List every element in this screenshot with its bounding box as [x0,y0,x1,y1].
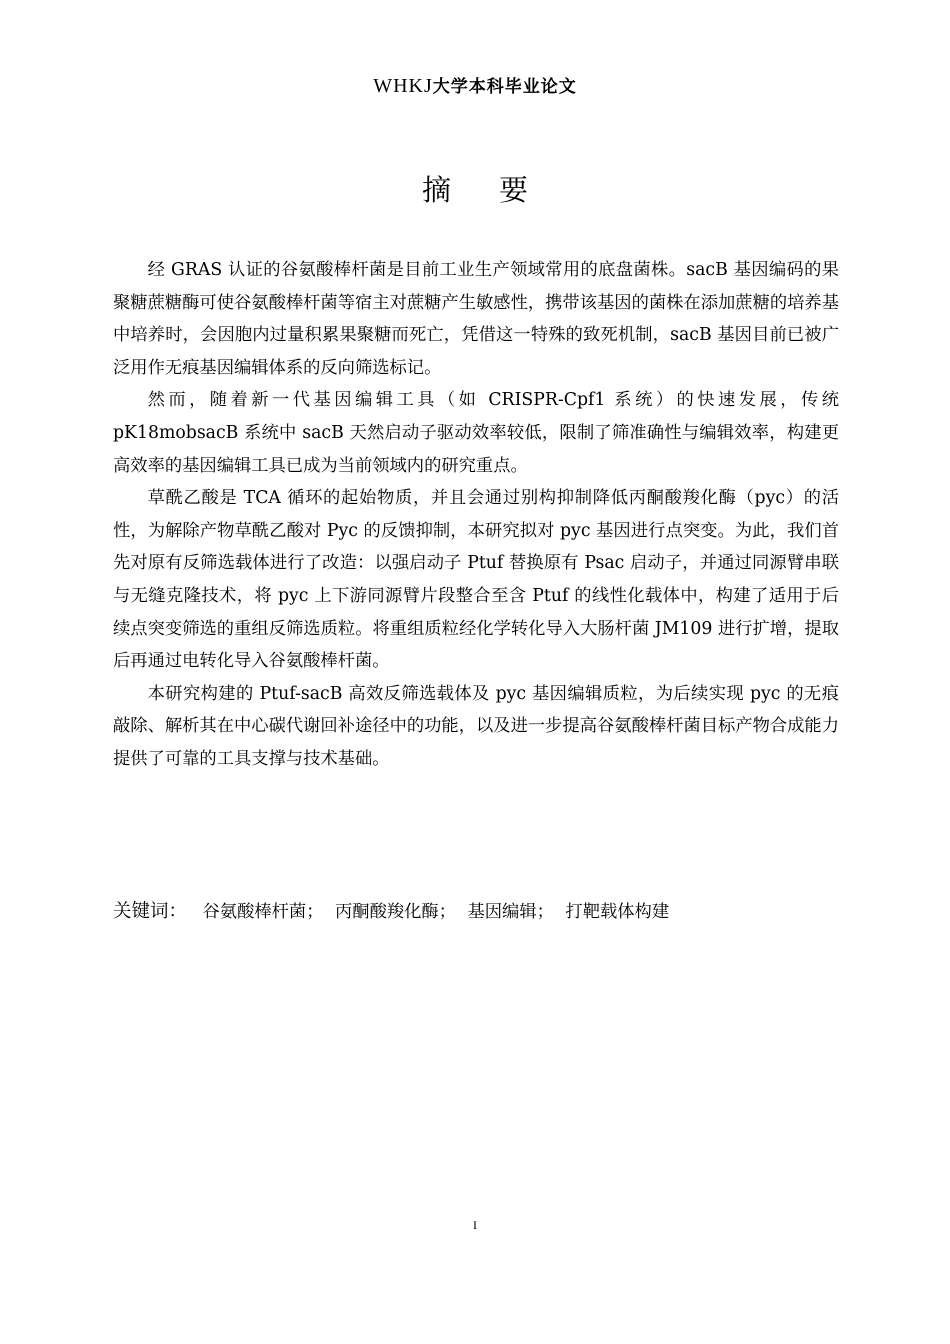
keyword-item: 谷氨酸棒杆菌； [202,902,324,922]
keyword-item: 基因编辑； [467,902,554,922]
keywords-line [113,896,839,928]
abstract-paragraph: 本研究构建的 Ptuf-sacB 高效反筛选载体及 pyc 基因编辑质粒，为后续实现 pyc 的无痕敲除、解析其在中心碳代谢回补途径中的功能，以及进一步提高谷氨酸棒杆菌目标产物合成能力提供了可靠的工具支撑与技术基础。 [113,683,839,769]
abstract-paragraph: 经 GRAS 认证的谷氨酸棒杆菌是目前工业生产领域常用的底盘菌株。sacB 基因编码的果聚糖蔗糖酶可使谷氨酸棒杆菌等宿主对蔗糖产生敏感性，携带该基因的菌株在添加蔗糖的培养基中培养时，会因胞内过量积累果聚糖而死亡，凭借这一特殊的致死机制，sacB 基因目前已被广泛用作无痕基因编辑体系的反向筛选标记。 [113,260,839,378]
header-org: WHKJ [373,75,433,97]
keyword-item: 丙酮酸羧化酶； [335,902,456,922]
keywords-label: 关键词： [113,901,188,922]
page-header [0,72,950,98]
abstract-title-char: 要 [499,173,529,207]
header-title: 大学本科毕业论文 [432,77,577,97]
page-number: I [473,1218,477,1232]
abstract-body [113,254,839,776]
abstract-title [0,168,950,209]
keyword-item: 打靶载体构建 [565,902,670,922]
abstract-title-char: 摘 [421,173,451,207]
abstract-paragraph: 草酰乙酸是 TCA 循环的起始物质，并且会通过别构抑制降低丙酮酸羧化酶（pyc）的活性，为解除产物草酰乙酸对 Pyc 的反馈抑制，本研究拟对 pyc 基因进行点突变。为此，我们首先对原有反筛选载体进行了改造：以强启动子 Ptuf 替换原有 Psac 启动子，并通过同源臂串联与无缝克隆技术，将 pyc 上下游同源臂片段整合至含 Ptuf 的线性化载体中，构建了适用于后续点突变筛选的重组反筛选质粒。将重组质粒经化学转化导入大肠杆菌 JM109 进行扩增，提取后再通过电转化导入谷氨酸棒杆菌。 [113,488,839,672]
abstract-paragraph: 然而，随着新一代基因编辑工具（如 CRISPR-Cpf1 系统）的快速发展，传统 pK18mobsacB 系统中 sacB 天然启动子驱动效率较低，限制了筛准确性与编辑效率，构建更高效率的基因编辑工具已成为当前领域内的研究重点。 [113,390,839,476]
